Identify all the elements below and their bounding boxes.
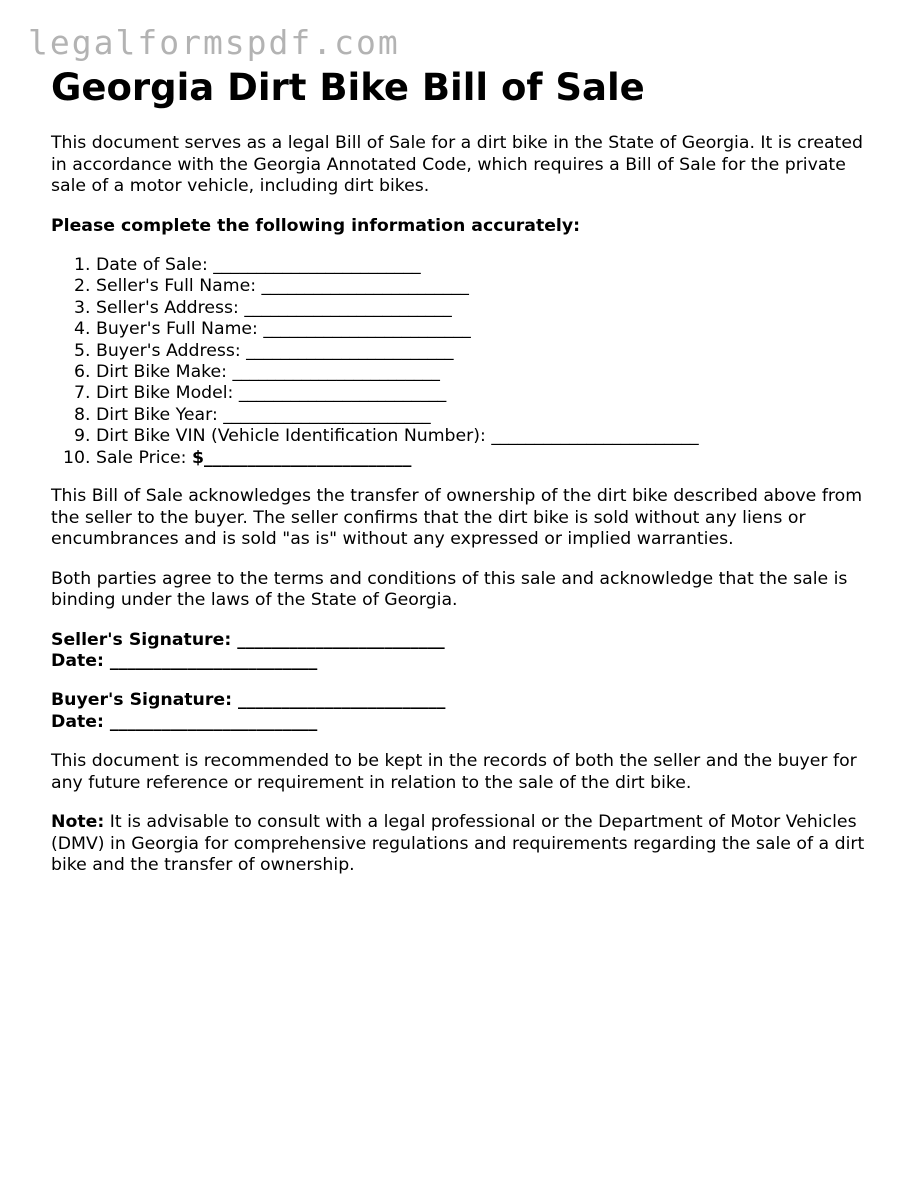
field-label: Dirt Bike Make: [96,362,233,383]
fill-in-blank[interactable]: ________________________ [223,404,431,425]
list-item [96,276,871,297]
field-label: Buyer's Address: [96,340,247,361]
buyer-signature-line [51,690,871,711]
agreement-paragraph: Both parties agree to the terms and conditions of this sale and acknowledge that the sale is binding under the laws of the State of Georgia. [51,568,848,611]
seller-signature-label: Seller's Signature: [51,629,238,650]
page-title: Georgia Dirt Bike Bill of Sale [51,66,645,109]
list-item [96,448,871,469]
list-item [96,405,871,426]
list-item [96,341,871,362]
field-label: Sale Price: [96,447,192,468]
fill-in-blank[interactable]: ________________________ [491,426,699,447]
list-item [96,319,871,340]
fill-in-blank[interactable]: ________________________ [232,362,440,383]
field-label: Dirt Bike VIN (Vehicle Identification Number): [96,426,492,447]
field-label: Buyer's Full Name: [96,319,264,340]
buyer-date-label: Date: [51,711,110,732]
field-list [51,255,871,469]
field-label: Dirt Bike Year: [96,404,224,425]
records-paragraph: This document is recommended to be kept in the records of both the seller and the buyer for any future reference or requirement in relation to the sale of the dirt bike. [51,751,857,793]
buyer-date-blank[interactable]: ________________________ [109,711,318,732]
fill-in-blank[interactable]: ________________________ [261,276,469,297]
intro-paragraph: This document serves as a legal Bill of Sale for a dirt bike in the State of Georgia. It is created in accordance with the Georgia Annotated Code, which requires a Bill of Sale for the private sale of a motor vehicle, including dirt bikes. [51,133,863,196]
seller-date-blank[interactable]: ________________________ [109,650,318,671]
seller-signature-block [51,630,871,673]
buyer-signature-blank[interactable]: ________________________ [238,690,446,711]
field-label: Dirt Bike Model: [96,383,239,404]
buyer-signature-block [51,690,871,733]
note-text: It is advisable to consult with a legal professional or the Department of Motor Vehicles (DMV) in Georgia for comprehensive regulations and requirements regarding the sale of a dirt bike and the transfer of ownership. [51,812,865,876]
buyer-signature-label: Buyer's Signature: [51,690,239,711]
list-item [96,426,871,447]
field-label: Seller's Full Name: [96,276,262,297]
instruction-heading: Please complete the following information accurately: [51,215,581,236]
watermark: legalformspdf.com [28,23,400,62]
field-label: Seller's Address: [96,297,245,318]
document-body [51,66,871,877]
fill-in-blank[interactable]: ________________________ [238,383,447,404]
fill-in-blank[interactable]: $________________________ [191,447,412,468]
fill-in-blank[interactable]: ________________________ [246,340,454,361]
list-item [96,298,871,319]
seller-signature-blank[interactable]: ________________________ [237,629,445,650]
field-label: Date of Sale: [96,255,214,275]
fill-in-blank[interactable]: ________________________ [213,255,421,275]
list-item [96,383,871,404]
transfer-paragraph: This Bill of Sale acknowledges the transfer of ownership of the dirt bike described above from the seller to the buyer. The seller confirms that the dirt bike is sold without any liens or encumbrances and is sold "as is" without any expressed or implied warranties. [51,486,863,550]
seller-date-label: Date: [51,650,110,671]
seller-date-line [51,651,871,672]
fill-in-blank[interactable]: ________________________ [263,319,471,340]
list-item [96,362,871,383]
seller-signature-line [51,630,871,651]
buyer-date-line [51,712,871,733]
note-paragraph [51,812,871,877]
list-item [96,255,871,276]
fill-in-blank[interactable]: ________________________ [244,297,452,318]
note-label: Note: [51,812,105,833]
